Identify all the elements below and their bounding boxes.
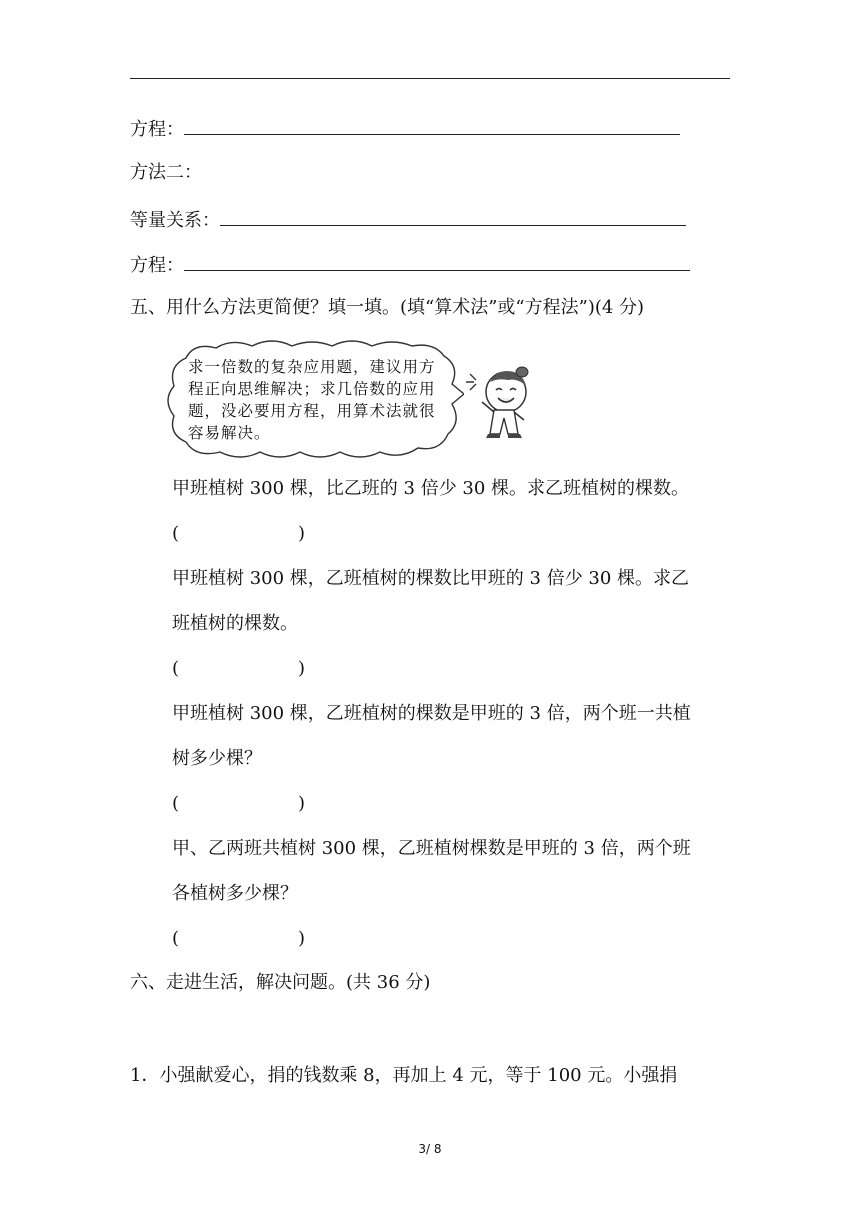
answer-parens-2[interactable]: ( ) (172, 658, 306, 679)
answer-parens-4[interactable]: ( ) (172, 928, 306, 949)
page-number: 3/ 8 (418, 1142, 442, 1156)
header-rule (130, 78, 730, 79)
equation-line-1 (130, 116, 680, 142)
answer-blank[interactable] (220, 207, 686, 226)
question-3-line-2: 树多少棵？ (172, 748, 262, 769)
answer-blank[interactable] (184, 116, 680, 135)
question-4-line-1: 甲、乙两班共植树 300 棵，乙班植树棵数是甲班的 3 倍，两个班 (172, 838, 691, 859)
equation-line-2 (130, 252, 690, 278)
equation-label: 方程： (130, 119, 184, 140)
relation-label: 等量关系： (130, 210, 220, 231)
question-2-line-2: 班植树的棵数。 (172, 613, 298, 634)
tip-text: 求一倍数的复杂应用题，建议用方程正向思维解决；求几倍数的应用题，没必要用方程，用算术法就很容易解决。 (188, 358, 436, 442)
problem-1: 1．小强献爱心，捐的钱数乘 8，再加上 4 元，等于 100 元。小强捐 (130, 1065, 678, 1086)
question-4-line-2: 各植树多少棵？ (172, 883, 298, 904)
answer-blank[interactable] (184, 252, 690, 271)
method-two-label: 方法二： (130, 162, 202, 183)
cartoon-boy-icon (464, 362, 544, 446)
section-six-heading: 六、走进生活，解决问题。(共 36 分) (130, 972, 431, 993)
answer-parens-3[interactable]: ( ) (172, 793, 306, 814)
answer-parens-1[interactable]: ( ) (172, 523, 306, 544)
question-2-line-1: 甲班植树 300 棵，乙班植树的棵数比甲班的 3 倍少 30 棵。求乙 (172, 568, 690, 589)
relation-line-2 (130, 207, 686, 233)
question-1: 甲班植树 300 棵，比乙班的 3 倍少 30 棵。求乙班植树的棵数。 (172, 478, 690, 499)
equation-label: 方程： (130, 255, 184, 276)
section-five-heading: 五、用什么方法更简便？填一填。(填“算术法”或“方程法”)(4 分) (130, 297, 645, 318)
question-3-line-1: 甲班植树 300 棵，乙班植树的棵数是甲班的 3 倍，两个班一共植 (172, 703, 691, 724)
